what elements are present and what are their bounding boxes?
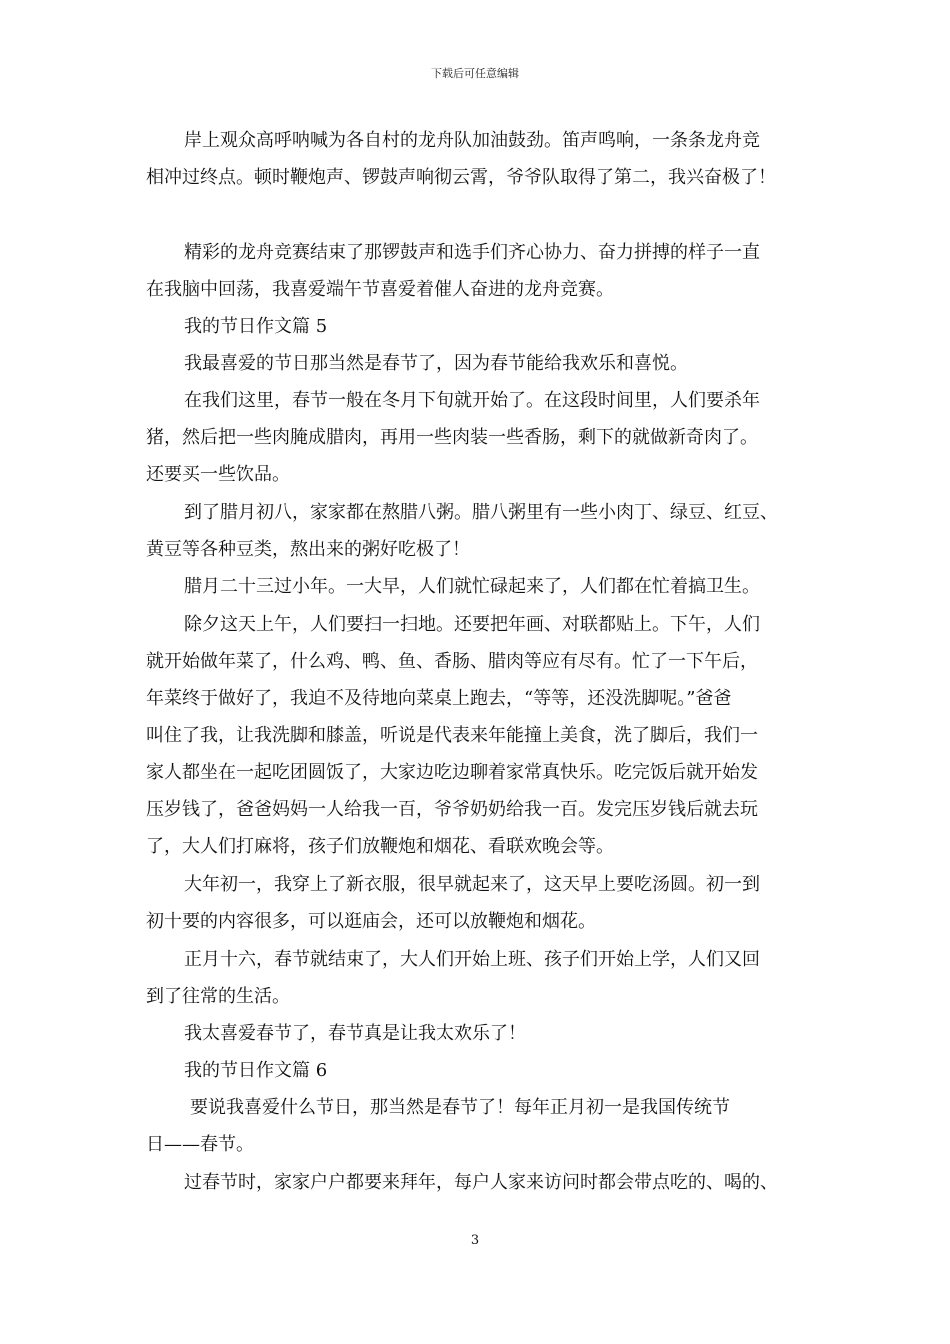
text-line: 压岁钱了，爸爸妈妈一人给我一百，爷爷奶奶给我一百。发完压岁钱后就去玩 [146,799,758,820]
text-line: 正月十六，春节就结束了，大人们开始上班、孩子们开始上学，人们又回 [184,949,760,970]
text-line: 在我们这里，春节一般在冬月下旬就开始了。在这段时间里，人们要杀年 [184,390,760,411]
text-line: 我太喜爱春节了，春节真是让我太欢乐了！ [184,1023,526,1044]
text-line: 日——春节。 [146,1134,254,1155]
text-line: 还要买一些饮品。 [146,464,290,485]
text-line: 岸上观众高呼呐喊为各自村的龙舟队加油鼓劲。笛声鸣响，一条条龙舟竞 [184,130,760,151]
text-line: 腊月二十三过小年。一大早，人们就忙碌起来了，人们都在忙着搞卫生。 [184,576,760,597]
section-heading: 我的节日作文篇 6 [184,1060,328,1081]
text-line: 家人都坐在一起吃团圆饭了，大家边吃边聊着家常真快乐。吃完饭后就开始发 [146,762,758,783]
text-line: 我最喜爱的节日那当然是春节了，因为春节能给我欢乐和喜悦。 [184,353,688,374]
text-line: 过春节时，家家户户都要来拜年，每户人家来访问时都会带点吃的、喝的、 [184,1172,778,1193]
text-line: 在我脑中回荡，我喜爱端午节喜爱着催人奋进的龙舟竞赛。 [146,279,614,300]
section-heading: 我的节日作文篇 5 [184,316,328,337]
text-line: 黄豆等各种豆类，熬出来的粥好吃极了！ [146,539,470,560]
text-line: 初十要的内容很多，可以逛庙会，还可以放鞭炮和烟花。 [146,911,596,932]
text-line: 叫住了我，让我洗脚和膝盖，听说是代表来年能撞上美食，洗了脚后，我们一 [146,725,758,746]
text-line: 到了腊月初八，家家都在熬腊八粥。腊八粥里有一些小肉丁、绿豆、红豆、 [184,502,778,523]
text-line: 相冲过终点。顿时鞭炮声、锣鼓声响彻云霄，爷爷队取得了第二，我兴奋极了！ [146,167,776,188]
text-line: 精彩的龙舟竞赛结束了那锣鼓声和选手们齐心协力、奋力拼搏的样子一直 [184,242,760,263]
text-line: 了，大人们打麻将，孩子们放鞭炮和烟花、看联欢晚会等。 [146,836,614,857]
text-line: 到了往常的生活。 [146,986,290,1007]
text-line: 要说我喜爱什么节日，那当然是春节了！每年正月初一是我国传统节 [190,1097,730,1118]
page-header: 下载后可任意编辑 [431,67,519,80]
text-line: 大年初一，我穿上了新衣服，很早就起来了，这天早上要吃汤圆。初一到 [184,874,760,895]
text-line: 除夕这天上午，人们要扫一扫地。还要把年画、对联都贴上。下午，人们 [184,614,760,635]
page-number: 3 [470,1233,480,1248]
text-line: 就开始做年菜了，什么鸡、鸭、鱼、香肠、腊肉等应有尽有。忙了一下午后， [146,651,758,672]
text-line: 猪，然后把一些肉腌成腊肉，再用一些肉装一些香肠，剩下的就做新奇肉了。 [146,427,758,448]
text-line: 年菜终于做好了，我迫不及待地向菜桌上跑去，“等等，还没洗脚呢。”爸爸 [146,688,732,709]
